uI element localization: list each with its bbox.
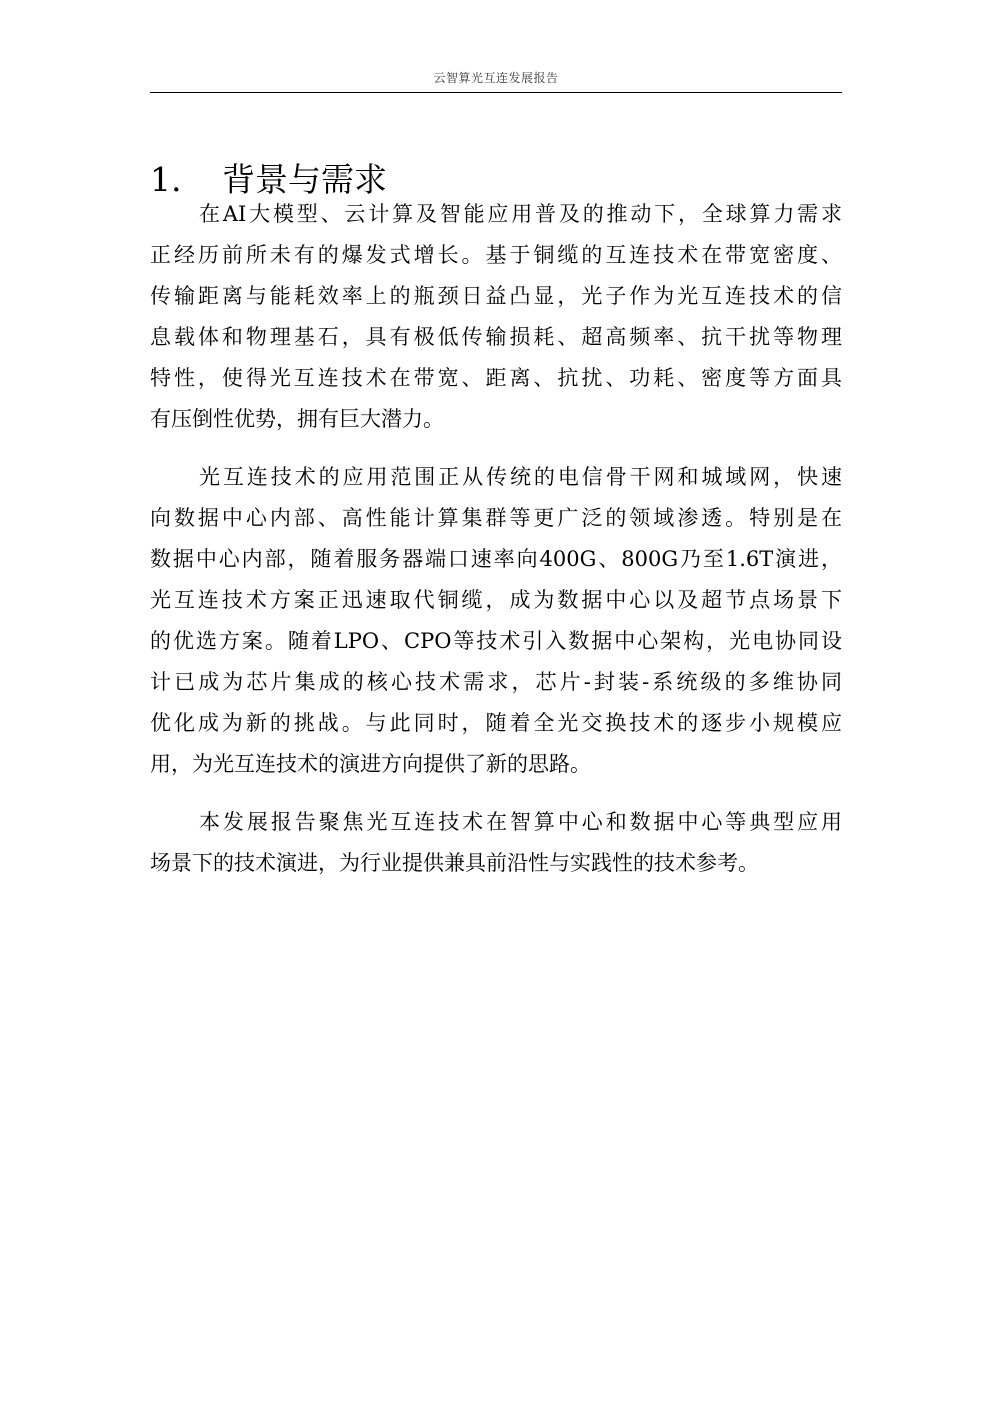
paragraph-line: 优化成为新的挑战。与此同时，随着全光交换技术的逐步小规模应 [150, 711, 842, 735]
paragraph-line: 有压倒性优势，拥有巨大潜力。 [150, 407, 444, 431]
section-number: 1. [150, 160, 182, 200]
paragraph-application-scope [150, 457, 842, 785]
paragraph-line: 特性，使得光互连技术在带宽、距离、抗扰、功耗、密度等方面具 [150, 366, 842, 390]
paragraph-line: 本发展报告聚焦光互连技术在智算中心和数据中心等典型应用 [199, 810, 842, 834]
paragraph-line: 用，为光互连技术的演进方向提供了新的思路。 [150, 752, 591, 776]
paragraph-line: 计已成为芯片集成的核心技术需求，芯片-封装-系统级的多维协同 [150, 670, 842, 694]
paragraph-line: 场景下的技术演进，为行业提供兼具前沿性与实践性的技术参考。 [150, 851, 759, 875]
paragraph-line: 在AI大模型、云计算及智能应用普及的推动下，全球算力需求 [199, 202, 842, 226]
body-text [150, 194, 842, 901]
header-title: 云智算光互连发展报告 [433, 71, 559, 85]
paragraph-line: 正经历前所未有的爆发式增长。基于铜缆的互连技术在带宽密度、 [150, 243, 842, 267]
section-title: 背景与需求 [222, 160, 387, 200]
paragraph-background [150, 194, 842, 440]
paragraph-line: 光互连技术方案正迅速取代铜缆，成为数据中心以及超节点场景下 [150, 588, 842, 612]
paragraph-line: 向数据中心内部、高性能计算集群等更广泛的领域渗透。特别是在 [150, 506, 842, 530]
page-header [150, 70, 842, 93]
paragraph-line: 的优选方案。随着LPO、CPO等技术引入数据中心架构，光电协同设 [150, 629, 842, 653]
paragraph-line: 息载体和物理基石，具有极低传输损耗、超高频率、抗干扰等物理 [150, 325, 842, 349]
paragraph-report-focus [150, 802, 842, 884]
paragraph-line: 光互连技术的应用范围正从传统的电信骨干网和城域网，快速 [199, 465, 842, 489]
paragraph-line: 数据中心内部，随着服务器端口速率向400G、800G乃至1.6T演进， [150, 547, 842, 571]
paragraph-line: 传输距离与能耗效率上的瓶颈日益凸显，光子作为光互连技术的信 [150, 284, 842, 308]
